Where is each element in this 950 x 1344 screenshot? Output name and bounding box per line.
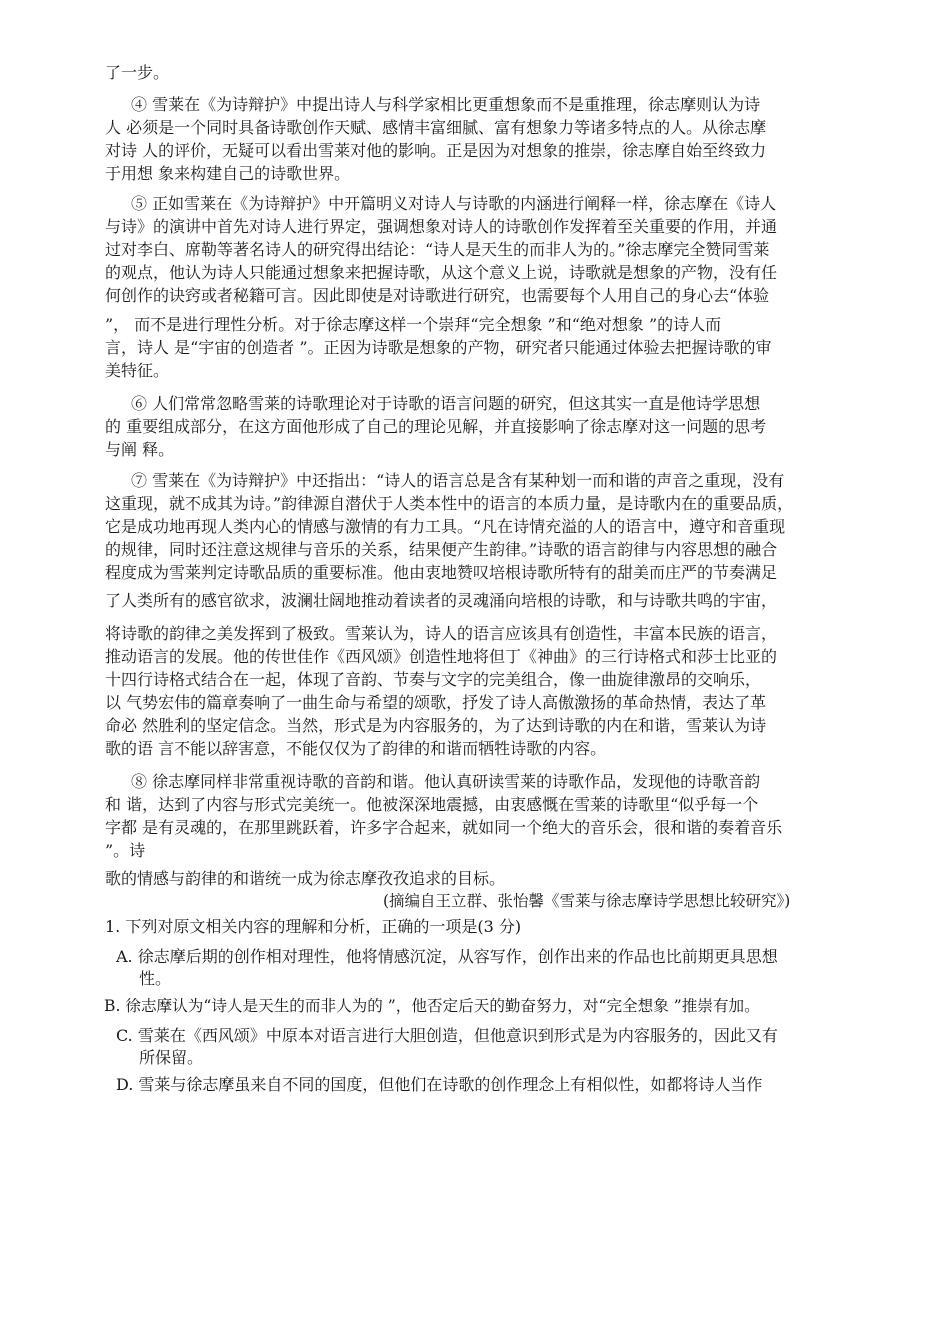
- paragraph-7-line: 的规律，同时还注意这规律与音乐的关系，结果便产生韵律。”诗歌的语言韵律与内容思想的融合: [105, 540, 778, 559]
- paragraph-7-line: 命必 然胜利的坚定信念。当然，形式是为内容服务的，为了达到诗歌的内在和谐，雪莱认为诗: [105, 716, 767, 735]
- paragraph-7-line: ⑦ 雪莱在《为诗辩护》中还指出：“诗人的语言总是含有某种划一而和谐的声音之重现，没有: [131, 471, 785, 490]
- option-a[interactable]: A. 徐志摩后期的创作相对理性，他将情感沉淀，从容写作，创作出来的作品也比前期更具思想: [116, 947, 778, 966]
- paragraph-7-line: 它是成功地再现人类内心的情感与激情的有力工具。“凡在诗情充溢的人的语言中，遵守和音重现: [105, 517, 786, 536]
- paragraph-5-line: 的观点，他认为诗人只能通过想象来把握诗歌，从这个意义上说，诗歌就是想象的产物，没有任: [105, 263, 778, 282]
- paragraph-8-line: ”。诗: [105, 841, 146, 860]
- option-a-continuation: 性。: [139, 969, 172, 988]
- option-c-continuation: 所保留。: [139, 1048, 204, 1067]
- paragraph-8-line: ⑧ 徐志摩同样非常重视诗歌的音韵和谐。他认真研读雪莱的诗歌作品，发现他的诗歌音韵: [131, 772, 761, 791]
- paragraph-7-line: 以 气势宏伟的篇章奏响了一曲生命与希望的颂歌，抒发了诗人高傲激扬的革命热情，表达了革: [105, 693, 767, 712]
- paragraph-7-line: 十四行诗格式结合在一起，体现了音韵、节奏与文字的完美组合，像一曲旋律激昂的交响乐，: [105, 670, 762, 689]
- paragraph-6-line: 的 重要组成部分，在这方面他形成了自己的理论见解，并直接影响了徐志摩对这一问题的思考: [105, 417, 767, 436]
- paragraph-4-line: 于用想 象来构建自己的诗歌世界。: [105, 164, 351, 183]
- paragraph-4-line: 对诗 人的评价，无疑可以看出雪莱对他的影响。正是因为对想象的推崇，徐志摩自始至终致力: [105, 141, 767, 160]
- paragraph-5-line: 美特征。: [105, 361, 170, 380]
- source-citation: (摘编自王立群、张怡馨《雪莱与徐志摩诗学思想比较研究》): [383, 892, 791, 910]
- paragraph-8-line: 和 谐，达到了内容与形式完美统一。他被深深地震撼，由衷感慨在雪莱的诗歌里“似乎每一个: [105, 795, 759, 814]
- paragraph-4-line: ④ 雪莱在《为诗辩护》中提出诗人与科学家相比更重想象而不是重推理，徐志摩则认为诗: [131, 95, 761, 114]
- paragraph-5-line: 何创作的诀窍或者秘籍可言。因此即使是对诗歌进行研究，也需要每个人用自己的身心去“体验: [105, 286, 770, 305]
- paragraph-7-line: 推动语言的发展。他的传世佳作《西风颂》创造性地将但丁《神曲》的三行诗格式和莎士比亚的: [105, 647, 778, 666]
- question-stem: 1. 下列对原文相关内容的理解和分析，正确的一项是(3 分): [105, 917, 522, 936]
- paragraph-8-line: 字都 是有灵魂的，在那里跳跃着，许多字合起来，就如同一个绝大的音乐会，很和谐的奏着音乐: [105, 818, 783, 837]
- paragraph-6-line: ⑥ 人们常常忽略雪莱的诗歌理论对于诗歌的语言问题的研究，但这其实一直是他诗学思想: [131, 394, 761, 413]
- body-line: 了一步。: [105, 63, 170, 82]
- paragraph-7-line: 歌的语 言不能以辞害意，不能仅仅为了韵律的和谐而牺牲诗歌的内容。: [105, 739, 607, 758]
- paragraph-5-line: ⑤ 正如雪莱在《为诗辩护》中开篇明义对诗人与诗歌的内涵进行阐释一样，徐志摩在《诗人: [131, 194, 777, 213]
- paragraph-7-line: 了人类所有的感官欲求，波澜壮阔地推动着读者的灵魂涌向培根的诗歌，和与诗歌共鸣的宇宙，: [105, 591, 778, 610]
- paragraph-7-line: 这重现，就不成其为诗。”韵律源自潜伏于人类本性中的语言的本质力量，是诗歌内在的重要品质，: [105, 494, 794, 513]
- paragraph-7-line: 程度成为雪莱判定诗歌品质的重要标准。他由衷地赞叹培根诗歌所特有的甜美而庄严的节奏满足: [105, 563, 778, 582]
- paragraph-4-line: 人 必须是一个同时具备诗歌创作天赋、感情丰富细腻、富有想象力等诸多特点的人。从徐志摩: [105, 118, 767, 137]
- option-c[interactable]: C. 雪莱在《西风颂》中原本对语言进行大胆创造，但他意识到形式是为内容服务的，因此又有: [116, 1026, 778, 1045]
- paragraph-6-line: 与阐 释。: [105, 440, 175, 459]
- paragraph-7-line: 将诗歌的韵律之美发挥到了极致。雪莱认为，诗人的语言应该具有创造性，丰富本民族的语言，: [105, 624, 778, 643]
- paragraph-5-line: 过对李白、席勒等著名诗人的研究得出结论：“诗人是天生的而非人为的。”徐志摩完全赞同雪莱: [105, 240, 770, 259]
- paragraph-5-line: 与诗》的演讲中首先对诗人进行界定，强调想象对诗人的诗歌创作发挥着至关重要的作用，并通: [105, 217, 778, 236]
- paragraph-5-line: 言，诗人 是“宇宙的创造者 ”。正因为诗歌是想象的产物，研究者只能通过体验去把握诗歌的审: [105, 338, 772, 357]
- paragraph-5-line: ”， 而不是进行理性分析。对于徐志摩这样一个崇拜“完全想象 ”和“绝对想象 ”的诗人而: [105, 315, 722, 334]
- option-d[interactable]: D. 雪莱与徐志摩虽来自不同的国度，但他们在诗歌的创作理念上有相似性，如都将诗人当作: [116, 1075, 763, 1094]
- paragraph-8-line: 歌的情感与韵律的和谐统一成为徐志摩孜孜追求的目标。: [105, 869, 506, 888]
- option-b[interactable]: B. 徐志摩认为“诗人是天生的而非人为的 ”，他否定后天的勤奋努力，对“完全想象 ”推崇有加。: [104, 997, 760, 1015]
